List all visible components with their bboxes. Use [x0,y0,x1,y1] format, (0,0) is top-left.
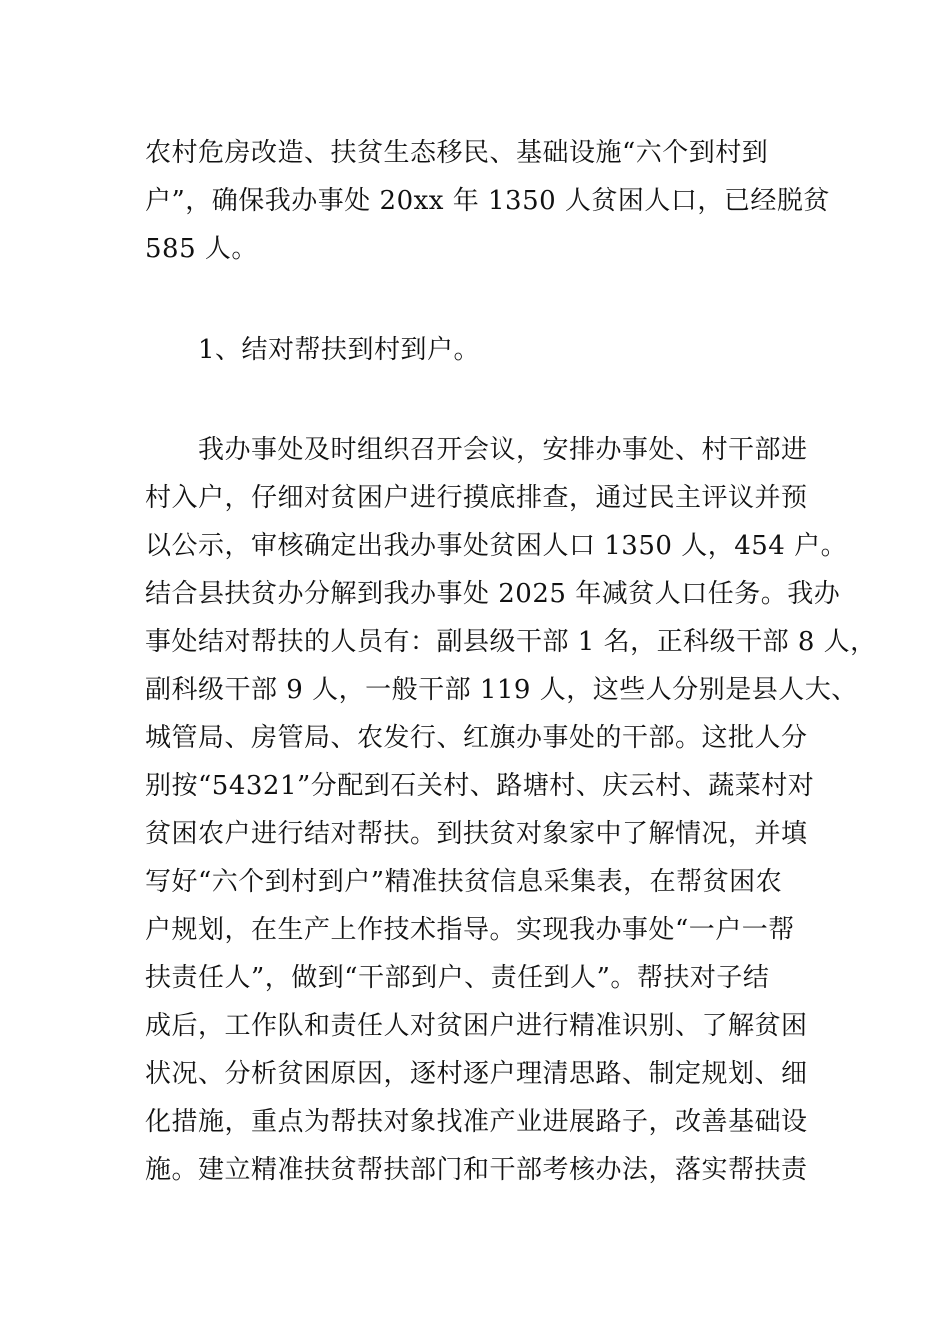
body-line-3: 以公示，审核确定出我办事处贫困人口 1350 人，454 户。 [145,531,848,561]
body-line-11: 户规划，在生产上作技术指导。实现我办事处“一户一帮 [145,915,795,945]
body-line-6: 副科级干部 9 人，一般干部 119 人，这些人分别是县人大、 [145,675,858,705]
continuation-line-2: 户”，确保我办事处 20xx 年 1350 人贫困人口，已经脱贫 [145,186,830,216]
body-line-9: 贫困农户进行结对帮扶。到扶贫对象家中了解情况，并填 [145,819,808,849]
continuation-line-1: 农村危房改造、扶贫生态移民、基础设施“六个到村到 [145,138,769,168]
body-line-1: 我办事处及时组织召开会议，安排办事处、村干部进 [198,435,808,465]
body-line-12: 扶责任人”，做到“干部到户、责任到人”。帮扶对子结 [145,963,770,993]
body-line-16: 施。建立精准扶贫帮扶部门和干部考核办法，落实帮扶责 [145,1155,808,1185]
body-line-5: 事处结对帮扶的人员有：副县级干部 1 名，正科级干部 8 人， [145,627,877,657]
body-line-14: 状况、分析贫困原因，逐村逐户理清思路、制定规划、细 [145,1059,808,1089]
continuation-line-3: 585 人。 [145,234,258,264]
body-line-4: 结合县扶贫办分解到我办事处 2025 年减贫人口任务。我办 [145,579,841,609]
body-line-8: 别按“54321”分配到石关村、路塘村、庆云村、蔬菜村对 [145,771,815,801]
body-line-13: 成后，工作队和责任人对贫困户进行精准识别、了解贫困 [145,1011,808,1041]
body-line-2: 村入户，仔细对贫困户进行摸底排查，通过民主评议并预 [145,483,808,513]
body-line-7: 城管局、房管局、农发行、红旗办事处的干部。这批人分 [145,723,808,753]
body-line-15: 化措施，重点为帮扶对象找准产业进展路子，改善基础设 [145,1107,808,1137]
section-heading: 1、结对帮扶到村到户。 [198,335,481,365]
body-line-10: 写好“六个到村到户”精准扶贫信息采集表，在帮贫困农 [145,867,783,897]
